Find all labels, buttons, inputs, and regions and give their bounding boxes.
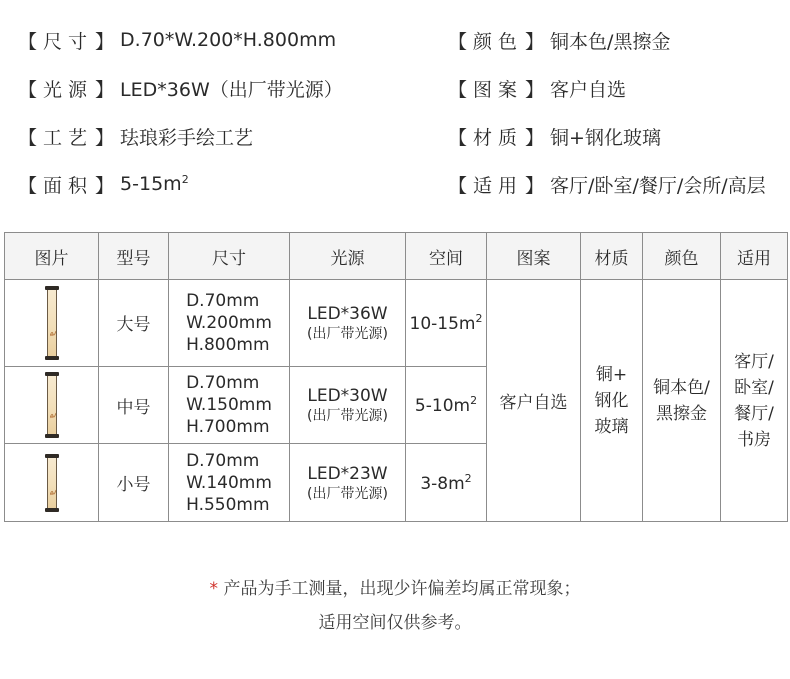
spec-key-pattern: 图案 — [473, 78, 524, 101]
spec-key-material: 材质 — [473, 126, 524, 149]
product-image-cell — [5, 444, 99, 522]
size-cell: D.70mm W.150mm H.700mm — [169, 366, 290, 444]
header-space: 空间 — [406, 233, 487, 280]
table-row — [5, 280, 788, 367]
bracket-close: 】 — [525, 174, 545, 197]
spec-value-light: LED*36W（出厂带光源） — [120, 78, 343, 101]
bracket-open: 【 — [18, 174, 38, 197]
size-cell: D.70mm W.140mm H.550mm — [169, 444, 290, 522]
bracket-open: 【 — [18, 30, 38, 53]
light-cell: LED*30W (出厂带光源) — [290, 366, 406, 444]
spec-left-4 — [18, 169, 189, 199]
bracket-close: 】 — [95, 78, 115, 101]
product-image-cell — [5, 366, 99, 444]
model-cell: 小号 — [99, 444, 169, 522]
header-image: 图片 — [5, 233, 99, 280]
bracket-close: 】 — [525, 30, 545, 53]
footnote-line-1: * 产品为手工测量，出现少许偏差均属正常现象； — [209, 579, 581, 599]
bracket-open: 【 — [18, 78, 38, 101]
header-color: 颜色 — [643, 233, 721, 280]
bracket-open: 【 — [448, 30, 468, 53]
bracket-close: 】 — [95, 174, 115, 197]
spec-key-usage: 适用 — [473, 174, 524, 197]
spec-right-2 — [448, 73, 626, 103]
bracket-close: 】 — [95, 126, 115, 149]
header-model: 型号 — [99, 233, 169, 280]
model-cell: 大号 — [99, 280, 169, 367]
table-header-row — [5, 233, 788, 280]
bracket-open: 【 — [448, 78, 468, 101]
bracket-close: 】 — [525, 126, 545, 149]
light-cell: LED*36W (出厂带光源) — [290, 280, 406, 367]
spec-left-1 — [18, 25, 336, 55]
size-cell: D.70mm W.200mm H.800mm — [169, 280, 290, 367]
spec-key-area: 面积 — [43, 174, 94, 197]
product-image-cell — [5, 280, 99, 367]
material-cell: 铜+ 钢化 玻璃 — [581, 280, 643, 522]
spec-value-usage: 客厅/卧室/餐厅/会所/高层 — [550, 174, 766, 197]
bracket-open: 【 — [448, 126, 468, 149]
bracket-open: 【 — [448, 174, 468, 197]
spec-right-3 — [448, 121, 661, 151]
bracket-close: 】 — [525, 78, 545, 101]
product-table — [4, 232, 788, 522]
spec-right-4 — [448, 169, 766, 199]
spec-left-2 — [18, 73, 343, 103]
light-cell: LED*23W (出厂带光源) — [290, 444, 406, 522]
space-cell: $5-10m^2$ — [406, 366, 487, 444]
space-cell: $3-8m^2$ — [406, 444, 487, 522]
spec-value-pattern: 客户自选 — [550, 78, 627, 101]
spec-value-color: 铜本色/黑擦金 — [550, 30, 671, 53]
spec-key-craft: 工艺 — [43, 126, 94, 149]
asterisk-icon: * — [209, 579, 219, 599]
lamp-image — [43, 454, 61, 512]
spec-key-color: 颜色 — [473, 30, 524, 53]
header-material: 材质 — [581, 233, 643, 280]
header-usage: 适用 — [721, 233, 788, 280]
spec-value-size: D.70*W.200*H.800mm — [120, 29, 337, 51]
spec-value-area: $5-15m^2$ — [120, 173, 189, 195]
spec-key-light: 光源 — [43, 78, 94, 101]
spec-right-1 — [448, 25, 670, 55]
header-pattern: 图案 — [487, 233, 581, 280]
header-light: 光源 — [290, 233, 406, 280]
color-cell: 铜本色/ 黑擦金 — [643, 280, 721, 522]
header-size: 尺寸 — [169, 233, 290, 280]
lamp-image — [43, 286, 61, 360]
footnote-line-2: 适用空间仅供参考。 — [318, 613, 472, 633]
spec-value-craft: 珐琅彩手绘工艺 — [120, 126, 254, 149]
model-cell: 中号 — [99, 366, 169, 444]
pattern-cell: 客户自选 — [487, 280, 581, 522]
spec-key-size: 尺寸 — [43, 30, 94, 53]
spec-value-material: 铜+钢化玻璃 — [550, 126, 661, 149]
usage-cell: 客厅/ 卧室/ 餐厅/ 书房 — [721, 280, 788, 522]
space-cell: $10-15m^2$ — [406, 280, 487, 367]
bracket-open: 【 — [18, 126, 38, 149]
lamp-image — [43, 372, 61, 438]
bracket-close: 】 — [95, 30, 115, 53]
spec-left-3 — [18, 121, 253, 151]
